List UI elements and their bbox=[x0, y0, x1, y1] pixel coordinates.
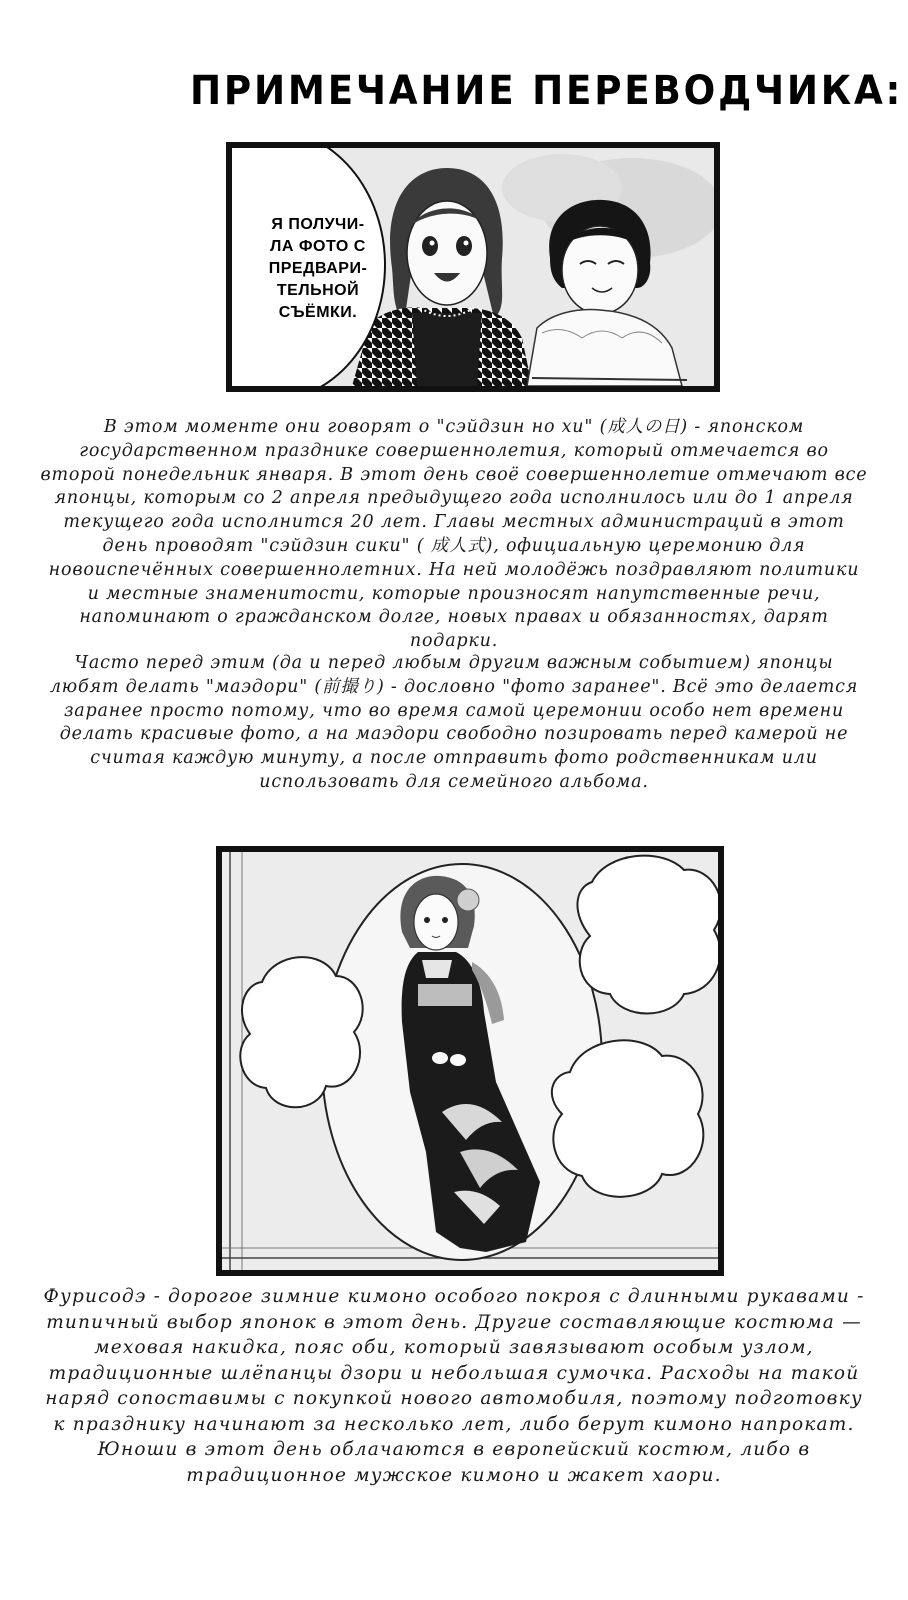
speech-bubble-text: Я ПОЛУЧИ-ЛА ФОТО С ПРЕДВАРИ-ТЕЛЬНОЙ СЪЁМКИ. bbox=[268, 216, 368, 321]
manga-panel-2 bbox=[216, 846, 724, 1276]
panel-2-artwork bbox=[222, 852, 718, 1270]
paragraph-furisode: Фурисодэ - дорогое зимние кимоно особого покроя с длинными рукавами - типичный выбор японок в этот день. Другие составляющие костюма — меховая накидка, пояс оби, который завязывают особым узлом, традиционные шлёпанцы дзори и небольшая сумочка. Расходы на такой наряд сопоставимы с покупкой нового автомобиля, поэтому подготовку к празднику начинают за несколько лет, либо берут кимоно напрокат. Юноши в этот день облачаются в европейский костюм, либо в традиционное мужское кимоно и жакет хаори. bbox=[43, 1286, 865, 1486]
paragraph-maedori: Часто перед этим (да и перед любым другим важным событием) японцы любят делать "маэдори" (前撮り) - дословно "фото заранее". Всё это делается заранее просто потому, что во время самой церемонии особо нет времени делать красивые фото, а на маэдори свободно позировать перед камерой не считая каждую минуту, а после отправить фото родственникам или использовать для семейного альбома. bbox=[49, 653, 859, 792]
manga-panel-1 bbox=[226, 142, 720, 392]
page-title: ПРИМЕЧАНИЕ ПЕРЕВОДЧИКА: bbox=[190, 68, 904, 114]
paragraph-seijin-no-hi: В этом моменте они говорят о "сэйдзин но хи" (成人の日) - японском государственном празднике совершеннолетия, который отмечается во второй понедельник января. В этот день своё совершеннолетие отмечают все японцы, которым со 2 апреля предыдущего года исполнилось или до 1 апреля текущего года исполнится 20 лет. Главы местных администраций в этот день проводят "сэйдзин сики" ( 成人式), официальную церемонию для новоиспечённых совершеннолетних. На ней молодёжь поздравляют политики и местные знаменитости, которые произносят напутственные речи, напоминают о гражданском долге, новых правах и обязанностях, дарят подарки. bbox=[40, 417, 868, 652]
